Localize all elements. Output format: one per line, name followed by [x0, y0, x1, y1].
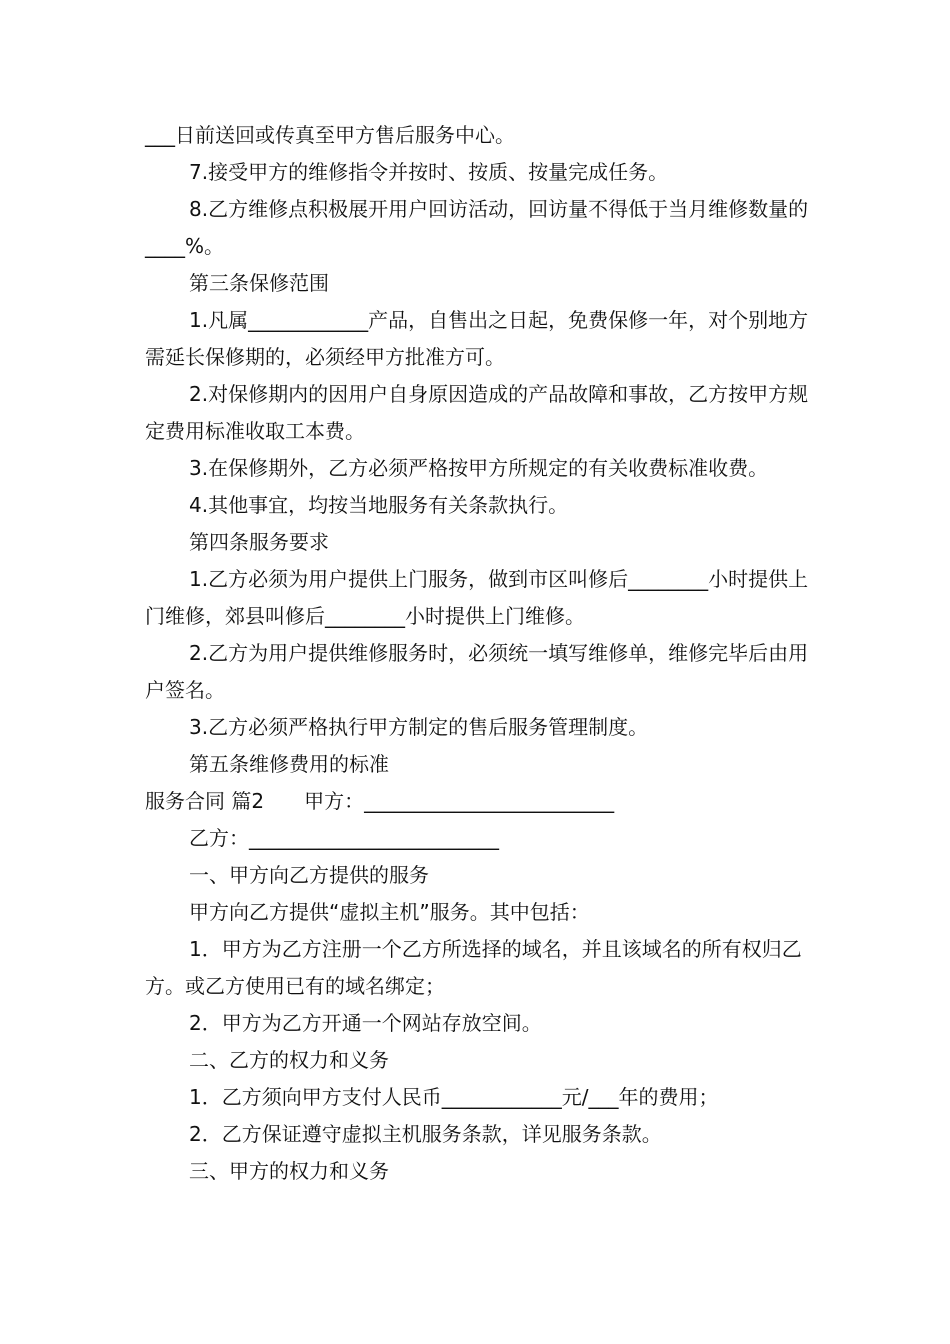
party-b-line: 乙方：_________________________ — [189, 826, 499, 850]
paragraph-11: 2.乙方为用户提供维修服务时，必须统一填写维修单，维修完毕后由用户签名。 — [145, 641, 809, 702]
paragraph-21: 1．乙方须向甲方支付人民币____________元/___年的费用； — [189, 1085, 719, 1109]
paragraph-22: 2．乙方保证遵守虚拟主机服务条款，详见服务条款。 — [189, 1122, 662, 1146]
document-body — [145, 117, 815, 1190]
paragraph-18: 1．甲方为乙方注册一个乙方所选择的域名，并且该域名的所有权归乙方。或乙方使用已有的域名绑定； — [145, 937, 802, 998]
contract-2-title: 服务合同 篇2 甲方：_________________________ — [145, 789, 615, 813]
paragraph-17: 甲方向乙方提供“虚拟主机”服务。其中包括： — [189, 900, 590, 924]
paragraph-8: 4.其他事宜，均按当地服务有关条款执行。 — [189, 493, 569, 517]
section-heading-party-a-rights: 三、甲方的权力和义务 — [189, 1159, 389, 1183]
paragraph-12: 3.乙方必须严格执行甲方制定的售后服务管理制度。 — [189, 715, 649, 739]
paragraph-2: 7.接受甲方的维修指令并按时、按质、按量完成任务。 — [189, 160, 669, 184]
paragraph-19: 2．甲方为乙方开通一个网站存放空间。 — [189, 1011, 542, 1035]
section-heading-party-b-rights: 二、乙方的权力和义务 — [189, 1048, 389, 1072]
section-heading-4: 第四条服务要求 — [189, 530, 329, 554]
section-heading-5: 第五条维修费用的标准 — [189, 752, 389, 776]
paragraph-6: 2.对保修期内的因用户自身原因造成的产品故障和事故，乙方按甲方规定费用标准收取工本费。 — [145, 382, 809, 443]
paragraph-1: ___日前送回或传真至甲方售后服务中心。 — [145, 123, 515, 147]
section-heading-3: 第三条保修范围 — [189, 271, 329, 295]
paragraph-5: 1.凡属____________产品，自售出之日起，免费保修一年，对个别地方需延长保修期的，必须经甲方批准方可。 — [145, 308, 809, 369]
paragraph-10: 1.乙方必须为用户提供上门服务，做到市区叫修后________小时提供上门维修，郊县叫修后________小时提供上门维修。 — [145, 567, 809, 628]
paragraph-3: 8.乙方维修点积极展开用户回访活动，回访量不得低于当月维修数量的____%。 — [145, 197, 809, 258]
paragraph-7: 3.在保修期外，乙方必须严格按甲方所规定的有关收费标准收费。 — [189, 456, 769, 480]
section-heading-services: 一、甲方向乙方提供的服务 — [189, 863, 429, 887]
